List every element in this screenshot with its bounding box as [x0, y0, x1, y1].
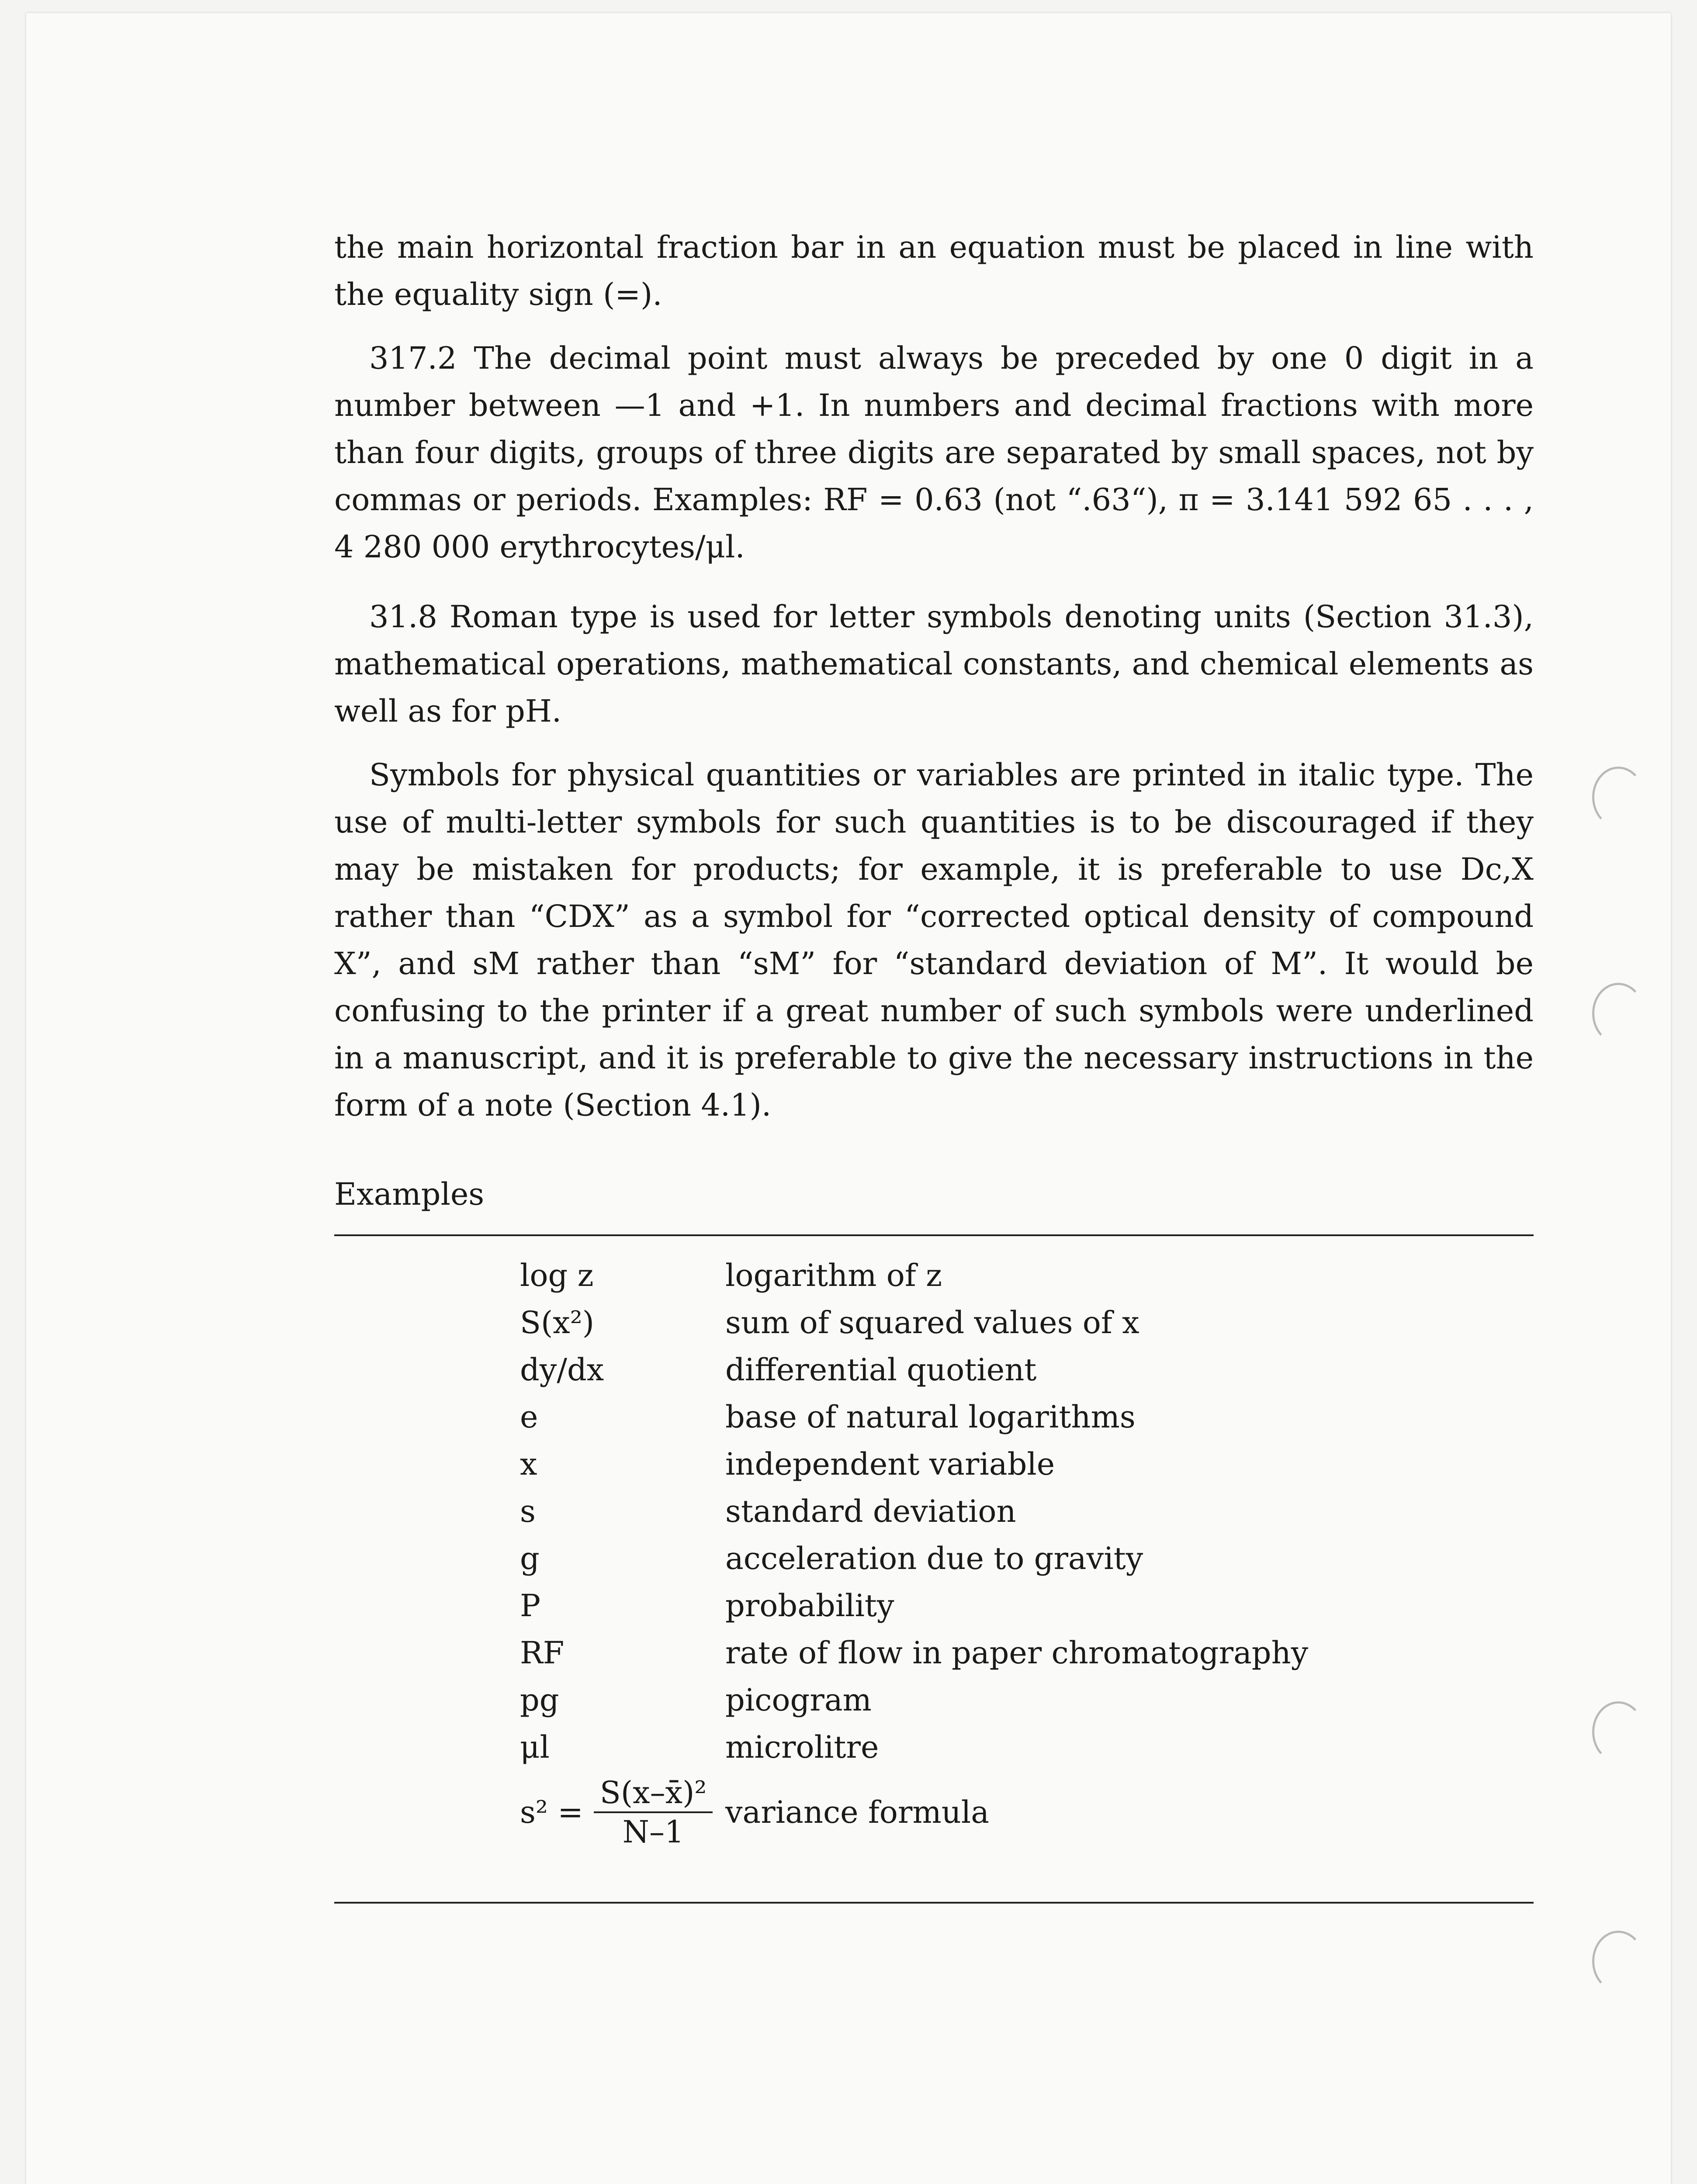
example-meaning: standard deviation — [725, 1493, 1016, 1529]
formula-numerator: S(x–x̄)² — [594, 1774, 713, 1813]
page-content — [334, 224, 1534, 1904]
formula-denominator: N–1 — [622, 1814, 684, 1850]
example-meaning: independent variable — [725, 1446, 1055, 1482]
table-row — [520, 1488, 1308, 1535]
examples-heading: Examples — [334, 1176, 485, 1212]
paragraph-decimal-point: 317.2 The decimal point must always be preceded by one 0 digit in a number between —1 and +1. In numbers and decimal fractions with more than four digits, groups of three digits are separated by small spaces, not by commas or periods. Examples: RF = 0.63 (not “.63“), π = 3.141 592 65 . . . , 4 280 000 erythrocytes/μl. — [334, 340, 1534, 565]
table-row — [520, 1629, 1308, 1676]
table-row — [520, 1535, 1308, 1582]
example-meaning: differential quotient — [725, 1352, 1037, 1388]
example-symbol: g — [520, 1541, 540, 1576]
example-symbol: pg — [520, 1682, 559, 1718]
table-row — [520, 1346, 1308, 1393]
punch-hole — [1592, 767, 1645, 828]
example-symbol: P — [520, 1588, 541, 1624]
example-meaning: base of natural logarithms — [725, 1399, 1136, 1435]
example-symbol: dy/dx — [520, 1352, 604, 1388]
example-meaning: microlitre — [725, 1729, 879, 1765]
table-row — [520, 1299, 1308, 1346]
example-meaning: probability — [725, 1588, 894, 1624]
table-row — [520, 1441, 1308, 1488]
example-meaning: sum of squared values of x — [725, 1305, 1139, 1341]
formula-lhs: s² = — [520, 1794, 583, 1830]
table-top-rule — [334, 1234, 1534, 1236]
punch-hole — [1592, 983, 1645, 1044]
example-symbol: log z — [520, 1258, 594, 1293]
table-row — [520, 1582, 1308, 1629]
example-symbol: RF — [520, 1635, 565, 1671]
punch-hole — [1592, 1931, 1645, 1992]
example-meaning: rate of flow in paper chromatography — [725, 1635, 1309, 1671]
table-row — [520, 1393, 1308, 1441]
table-row-formula — [520, 1771, 1308, 1854]
table-row — [520, 1676, 1308, 1724]
example-meaning: variance formula — [725, 1794, 989, 1830]
examples-table — [520, 1252, 1308, 1854]
paragraph-fraction-bar: the main horizontal fraction bar in an equation must be placed in line with the equality sign (=). — [334, 229, 1534, 312]
paragraph-italic-symbols: Symbols for physical quantities or variables are printed in italic type. The use of multi-letter symbols for such quantities is to be discouraged if they may be mistaken for products; for example, it is preferable to use Dc,X rather than “CDX” as a symbol for “corrected optical density of compound X”, and sM rather than “sM” for “standard deviation of M”. It would be confusing to the printer if a great number of such symbols were underlined in a manuscript, and it is preferable to give the necessary instructions in the form of a note (Section 4.1). — [334, 757, 1534, 1123]
example-symbol: e — [520, 1399, 538, 1435]
table-bottom-rule — [334, 1902, 1534, 1904]
example-meaning: picogram — [725, 1682, 872, 1718]
punch-hole — [1592, 1701, 1645, 1762]
paragraph-roman-type: 31.8 Roman type is used for letter symbols denoting units (Section 31.3), mathematical operations, mathematical constants, and chemical elements as well as for pH. — [334, 599, 1534, 729]
example-meaning: acceleration due to gravity — [725, 1541, 1143, 1576]
example-symbol: μl — [520, 1729, 550, 1765]
example-meaning: logarithm of z — [725, 1258, 942, 1293]
table-row — [520, 1252, 1308, 1299]
example-symbol: s — [520, 1493, 536, 1529]
variance-formula — [520, 1771, 725, 1854]
example-symbol: x — [520, 1446, 537, 1482]
table-row — [520, 1724, 1308, 1771]
formula-fraction — [594, 1774, 713, 1851]
example-symbol: S(x²) — [520, 1305, 595, 1341]
